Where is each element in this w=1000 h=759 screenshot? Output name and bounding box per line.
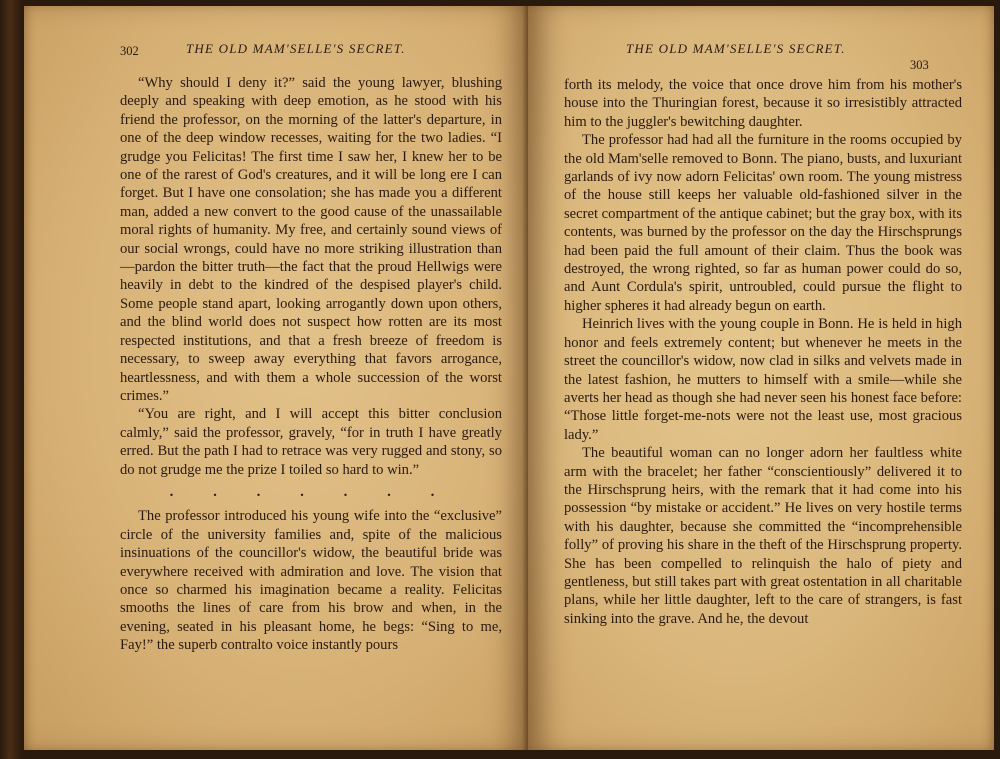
right-page [528, 6, 994, 750]
right-paragraph-3: The beautiful woman can no longer adorn her faultless white arm with the bracelet; her father “conscientiously” delivered it to the Hirschsprung heirs, with the remark that it had come into his possession “by mistake or accident.” He lives on very hostile terms with his daughter, because she committed the “incomprehensible folly” of proving his share in the theft of the Hirschsprung property. She has been compelled to relinquish the halo of piety and gentleness, but still takes part with great ostentation in all charitable plans, while her little daughter, left to the care of strangers, is fast sinking into the grave. And he, the devout [564, 445, 962, 627]
right-running-head: THE OLD MAM'SELLE'S SECRET. [626, 41, 846, 56]
right-page-number: 303 [910, 58, 929, 72]
right-continuation: forth its melody, the voice that once drove him from his mother's house into the Thuringian forest, because it so irresistibly attracted him to the juggler's bewitching daughter. [564, 77, 962, 130]
left-page [24, 6, 528, 750]
right-paragraph-2: Heinrich lives with the young couple in Bonn. He is held in high honor and feels extremely content; but whenever he meets in the street the councillor's widow, now clad in silks and velvets made in the latest fashion, he mutters to himself with a smile—while she averts her head as though she had never seen his honest face before: “Those little forget-me-nots were not the least use, most gracious lady.” [564, 316, 962, 443]
right-paragraph-1: The professor had had all the furniture in the rooms occupied by the old Mam'selle removed to Bonn. The piano, busts, and luxuriant garlands of ivy now adorn Felicitas' own room. The young mistress of the house still keeps her valuable old-fashioned silver in the secret compartment of the antique cabinet; but the gray box, with its contents, was burned by the professor on the day the Hirschsprungs had been paid the full amount of their claim. Thus the book was destroyed, the wrong righted, so far as human power could do so, and Aunt Cordula's spirit, untroubled, could pursue the flight to higher spheres it had already begun on earth. [564, 132, 962, 314]
left-paragraph-2: “You are right, and I will accept this bitter conclusion calmly,” said the professor, gravely, “for in truth I have greatly erred. But the path I had to retrace was very rugged and stony, so do not grudge me the prize I toiled so hard to win.” [120, 406, 502, 478]
right-page-text [564, 76, 962, 628]
section-separator: . . . . . . . [169, 483, 453, 500]
left-page-text [120, 74, 502, 655]
left-paragraph-1: “Why should I deny it?” said the young lawyer, blushing deeply and speaking with deep emotion, as he stood with his friend the professor, on the morning of the latter's departure, in one of the deep window recesses, waiting for the two ladies. “I grudge you Felicitas! The first time I saw her, I knew her to be one of the rarest of God's creatures, and it will be long ere I can forget. But I have one consolation; she has made you a different man, added a new convert to the good cause of the unassailable moral rights of humanity. My free, and certainly sound views of our social wrongs, could have no more striking illustration than—pardon the bitter truth—the fact that the proud Hellwigs were heavily in debt to the kindred of the despised player's child. Some people stand apart, looking arrogantly down upon others, and the blind world does not suspect how rotten are its most respected institutions, and that a fresh breeze of freedom is necessary, to sweep away everything that favors arrogance, heartlessness, and with them a whole succession of the worst crimes.” [120, 75, 502, 404]
left-paragraph-3: The professor introduced his young wife into the “exclusive” circle of the university families and, spite of the malicious insinuations of the councillor's widow, the beautiful bride was everywhere received with admiration and love. The vision that once so charmed his imagination became a reality. Felicitas smooths the lines of care from his brow and when, in the evening, seated in his pleasant home, he begs: “Sing to me, Fay!” the superb contralto voice instantly pours [120, 508, 502, 654]
left-running-head: THE OLD MAM'SELLE'S SECRET. [186, 41, 406, 56]
left-page-number: 302 [120, 44, 139, 58]
